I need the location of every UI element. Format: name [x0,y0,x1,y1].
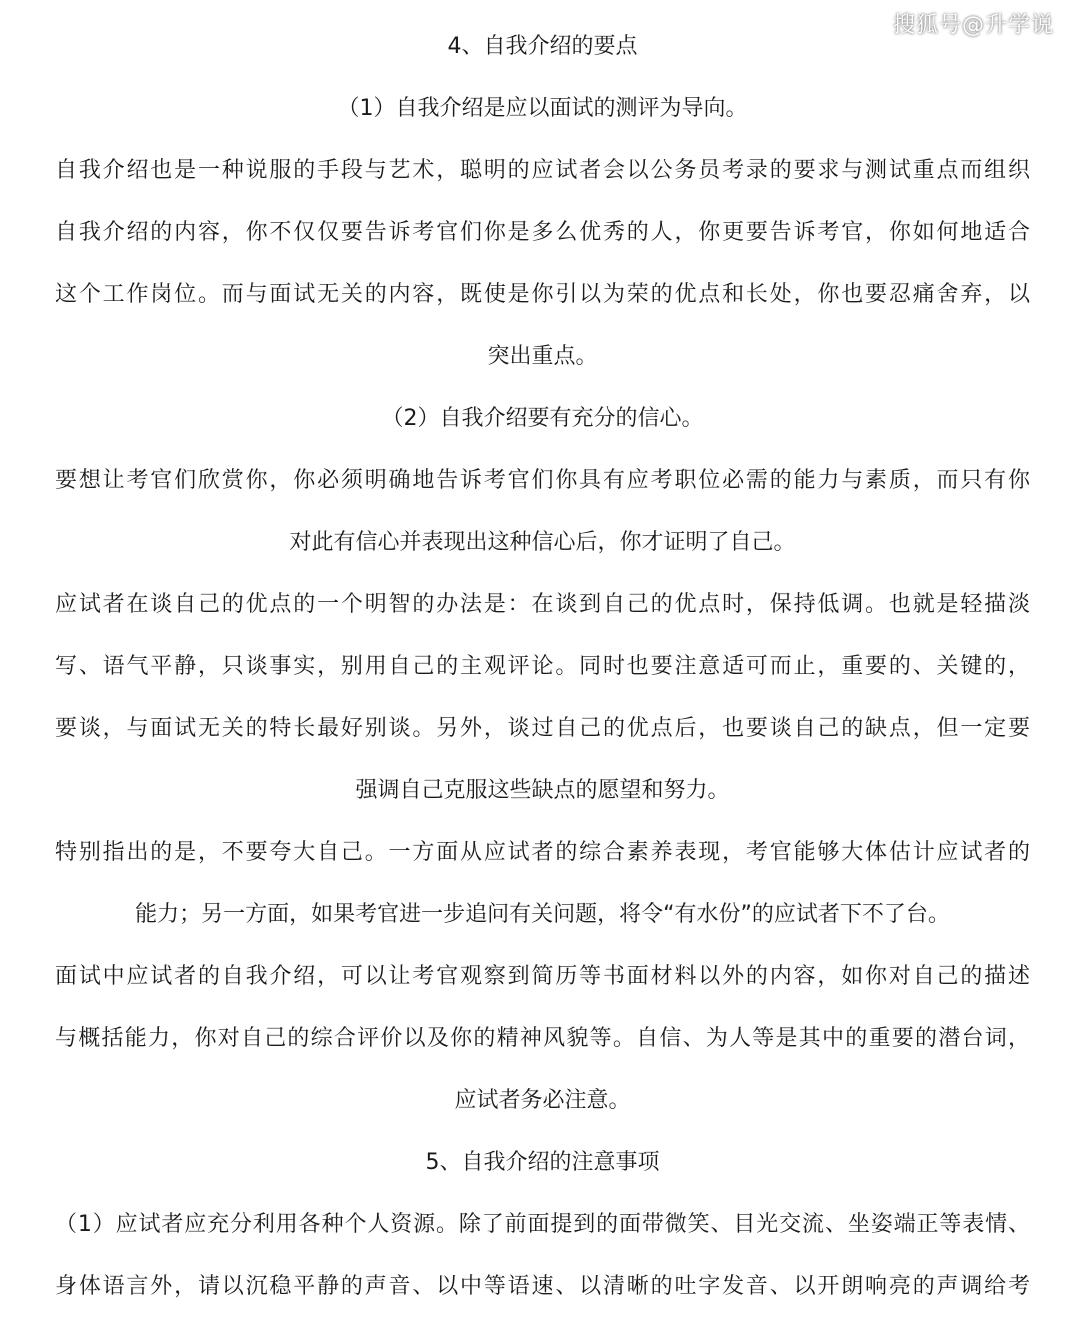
text-line: 4、自我介绍的要点 [447,34,638,59]
text-line: 特别指出的是，不要夸大自己。一方面从应试者的综合素养表现，考官能够大体估计应试者的 [55,840,1030,865]
text-line: 自我介绍也是一种说服的手段与艺术，聪明的应试者会以公务员考录的要求与测试重点而组织 [55,158,1030,183]
text-line: （2）自我介绍要有充分的信心。 [381,406,704,431]
text-line: 要想让考官们欣赏你，你必须明确地告诉考官们你具有应考职位必需的能力与素质，而只有你 [55,468,1030,493]
text-line: （1）自我介绍是应以面试的测评为导向。 [337,96,748,121]
text-line: 与概括能力，你对自己的综合评价以及你的精神风貌等。自信、为人等是其中的重要的潜台词， [55,1026,1030,1051]
document-body [55,16,1030,1318]
text-line: 应试者务必注意。 [454,1088,631,1113]
text-line: 这个工作岗位。而与面试无关的内容，既使是你引以为荣的优点和长处，你也要忍痛舍弃，以 [55,282,1030,307]
text-line: 身体语言外，请以沉稳平静的声音、以中等语速、以清晰的吐字发音、以开朗响亮的声调给考 [55,1274,1030,1299]
text-line: 面试中应试者的自我介绍，可以让考官观察到简历等书面材料以外的内容，如你对自己的描述 [55,964,1030,989]
text-line: 对此有信心并表现出这种信心后，你才证明了自己。 [289,530,796,555]
watermark-label: 搜狐号@升学说 [892,13,1054,38]
text-line: 应试者在谈自己的优点的一个明智的办法是：在谈到自己的优点时，保持低调。也就是轻描淡 [55,592,1030,617]
text-line: 突出重点。 [487,344,598,369]
text-line: 5、自我介绍的注意事项 [425,1150,660,1175]
text-line: 写、语气平静，只谈事实，别用自己的主观评论。同时也要注意适可而止，重要的、关键的， [55,654,1030,679]
text-line: 自我介绍的内容，你不仅仅要告诉考官们你是多么优秀的人，你更要告诉考官，你如何地适合 [55,220,1030,245]
text-line: （1）应试者应充分利用各种个人资源。除了前面提到的面带微笑、目光交流、坐姿端正等表情、 [55,1212,1030,1237]
text-line: 强调自己克服这些缺点的愿望和努力。 [355,778,730,803]
text-line: 能力；另一方面，如果考官进一步追问有关问题，将令“有水份”的应试者下不了台。 [135,902,950,927]
text-line: 要谈，与面试无关的特长最好别谈。另外，谈过自己的优点后，也要谈自己的缺点，但一定要 [55,716,1030,741]
